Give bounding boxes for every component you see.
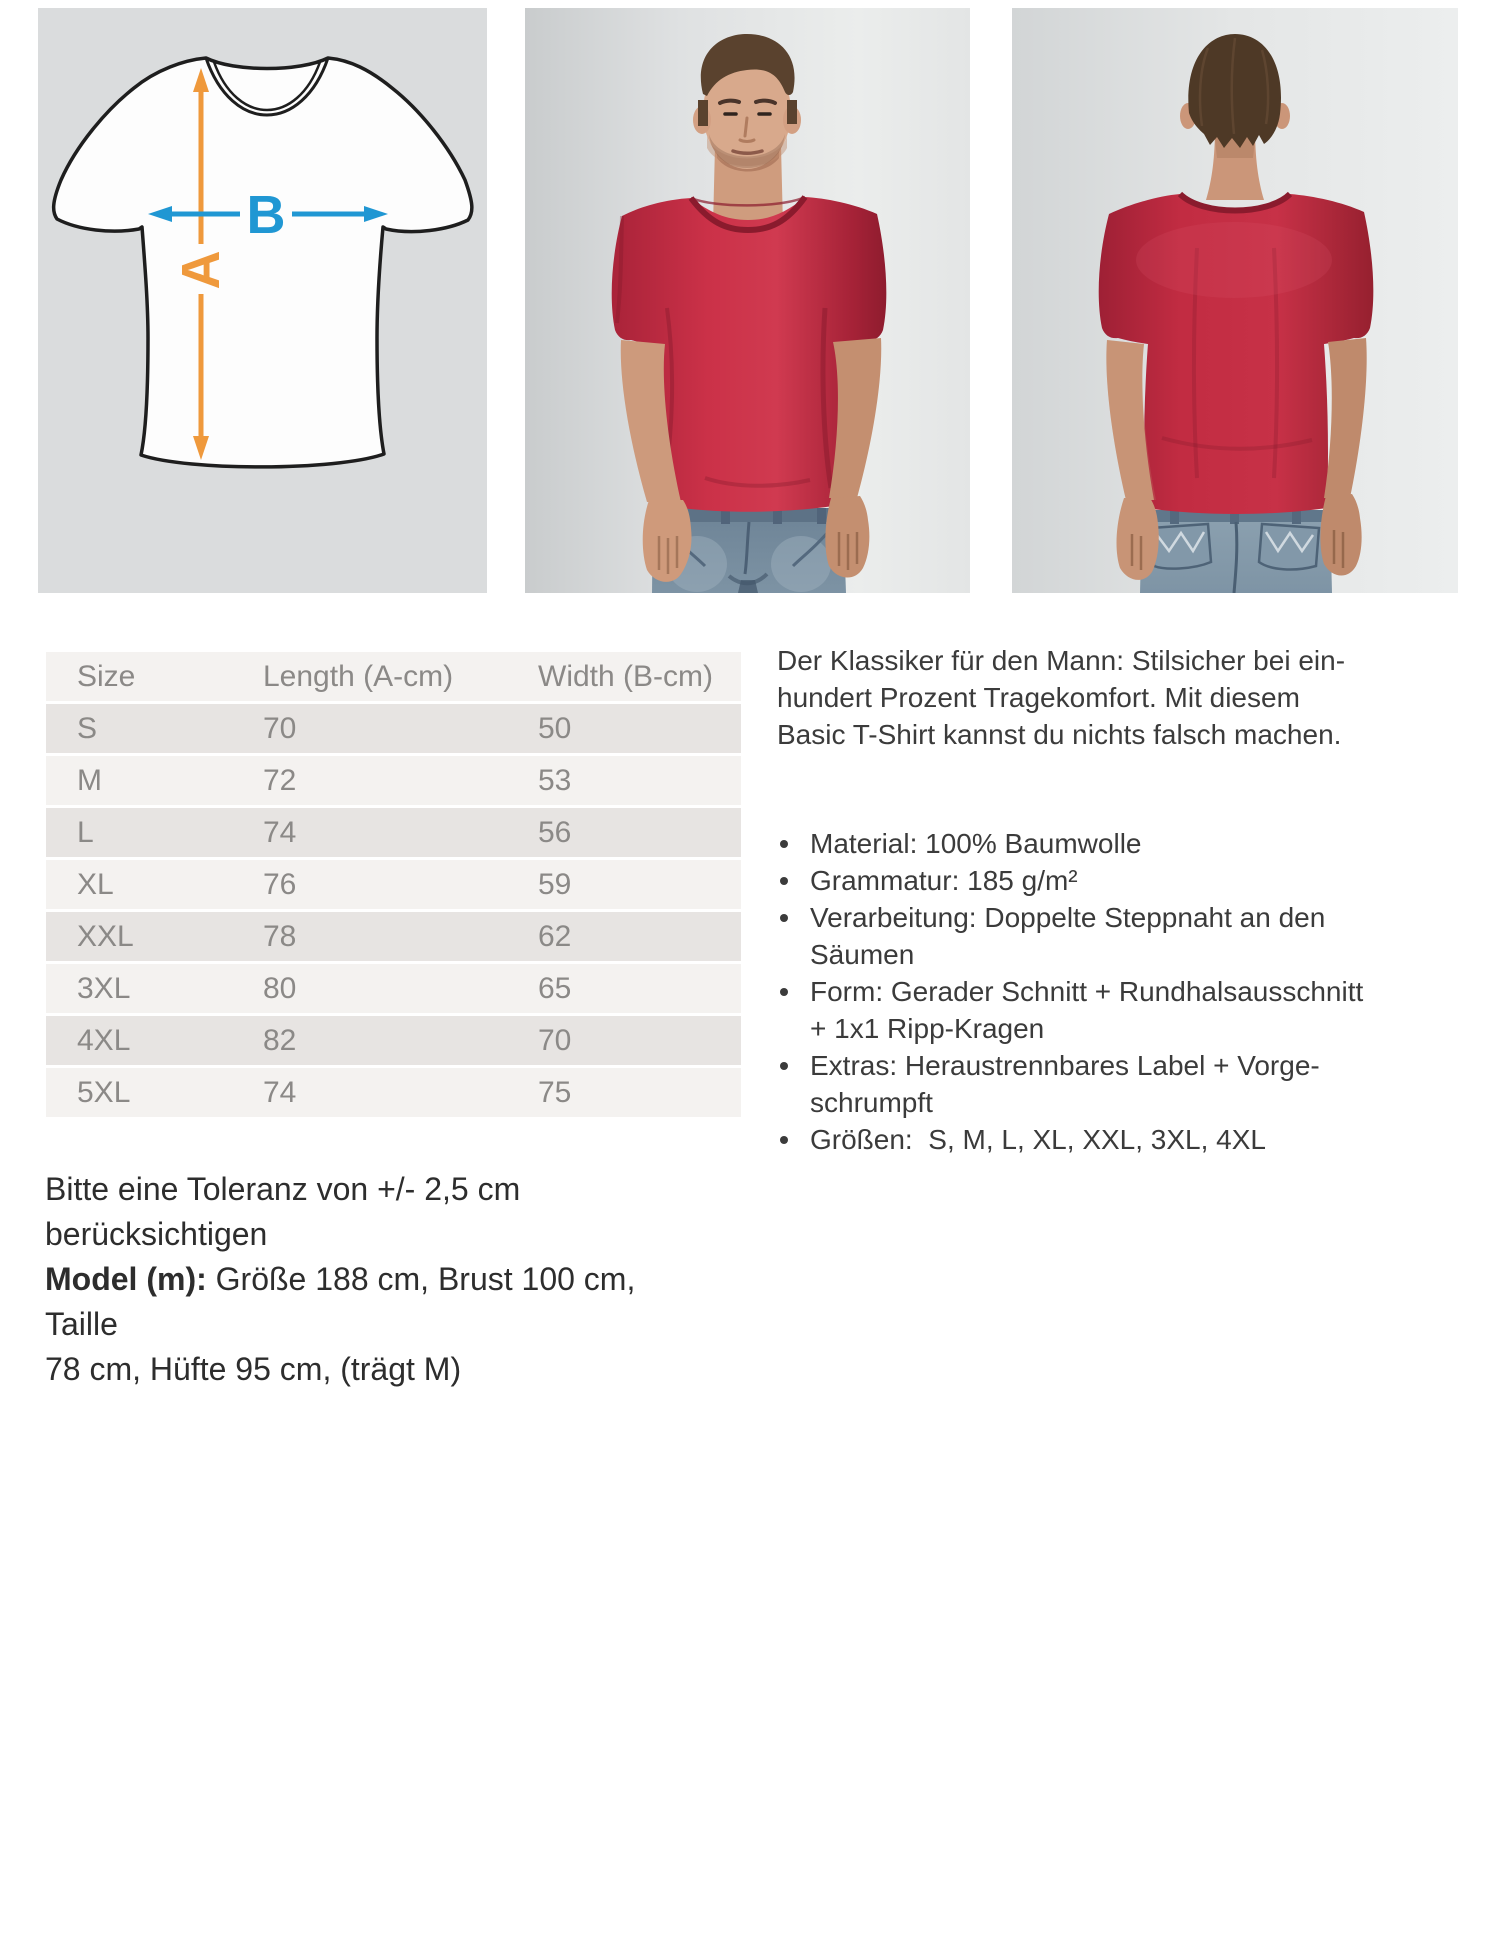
bullet-text: Extras: Heraustrennbares Label + Vorge- [810, 1050, 1320, 1081]
bullet-dot [780, 840, 788, 848]
list-item [777, 862, 1477, 899]
model-rest: Größe 188 cm, Brust 100 cm, Taille [45, 1261, 644, 1342]
cell-width: 53 [507, 756, 741, 805]
label-b: B [246, 185, 286, 245]
description-line: hundert Prozent Tragekomfort. Mit diesem [777, 682, 1300, 713]
bullet-text: Material: 100% Baumwolle [810, 828, 1142, 859]
header-width: Width (B-cm) [507, 652, 741, 701]
table-header-row [46, 652, 741, 701]
cell-length: 78 [232, 912, 507, 961]
cell-size: 4XL [46, 1016, 232, 1065]
header-length: Length (A-cm) [232, 652, 507, 701]
table-row [46, 964, 741, 1013]
cell-length: 82 [232, 1016, 507, 1065]
hand-left [1117, 498, 1159, 580]
hand-right [1320, 494, 1361, 576]
cell-size: 5XL [46, 1068, 232, 1117]
header-size: Size [46, 652, 232, 701]
cell-width: 50 [507, 704, 741, 753]
list-item [777, 973, 1477, 1047]
table-row [46, 1068, 741, 1117]
cell-length: 74 [232, 808, 507, 857]
table-row [46, 860, 741, 909]
table-row [46, 756, 741, 805]
model-line2: 78 cm, Hüfte 95 cm, (trägt M) [45, 1351, 462, 1387]
table-row [46, 912, 741, 961]
table-row [46, 808, 741, 857]
table-row [46, 1016, 741, 1065]
bullet-text: Größen: S, M, L, XL, XXL, 3XL, 4XL [810, 1124, 1266, 1155]
model-line [45, 1257, 685, 1347]
cell-length: 80 [232, 964, 507, 1013]
bullet-dot [780, 988, 788, 996]
cell-width: 75 [507, 1068, 741, 1117]
cell-width: 59 [507, 860, 741, 909]
label-a: A [171, 250, 231, 290]
size-diagram-image[interactable] [38, 8, 487, 593]
cell-length: 72 [232, 756, 507, 805]
size-table [46, 649, 741, 1120]
bullet-text: Grammatur: 185 g/m² [810, 865, 1078, 896]
description-line: Der Klassiker für den Mann: Stilsicher bei ein- [777, 645, 1346, 676]
tshirt-measure-diagram [38, 8, 487, 593]
cell-width: 56 [507, 808, 741, 857]
tolerance-line: Bitte eine Toleranz von +/- 2,5 cm berücksichtigen [45, 1171, 530, 1252]
table-row [46, 704, 741, 753]
cell-width: 62 [507, 912, 741, 961]
model-back-illustration [1012, 8, 1458, 593]
product-description [777, 642, 1472, 753]
tolerance-note [45, 1167, 685, 1392]
cell-length: 74 [232, 1068, 507, 1117]
bullet-text: schrumpft [810, 1087, 933, 1118]
cell-size: XL [46, 860, 232, 909]
cell-size: L [46, 808, 232, 857]
cell-length: 70 [232, 704, 507, 753]
cell-size: S [46, 704, 232, 753]
list-item [777, 1121, 1477, 1158]
model-back-photo[interactable] [1012, 8, 1458, 593]
cell-length: 76 [232, 860, 507, 909]
model-front-photo[interactable] [525, 8, 970, 593]
description-line: Basic T-Shirt kannst du nichts falsch machen. [777, 719, 1342, 750]
bullet-text: + 1x1 Ripp-Kragen [810, 1013, 1045, 1044]
bullet-text: Säumen [810, 939, 915, 970]
product-feature-list [777, 825, 1477, 1158]
bullet-dot [780, 914, 788, 922]
cell-size: 3XL [46, 964, 232, 1013]
list-item [777, 1047, 1477, 1121]
model-label: Model (m): [45, 1261, 207, 1297]
cell-width: 65 [507, 964, 741, 1013]
cell-size: XXL [46, 912, 232, 961]
jeans-back [1140, 510, 1332, 593]
hand-right [825, 496, 869, 578]
list-item [777, 825, 1477, 862]
bullet-dot [780, 1062, 788, 1070]
bullet-text: Form: Gerader Schnitt + Rundhalsausschnitt [810, 976, 1364, 1007]
model-front-illustration [525, 8, 970, 593]
cell-size: M [46, 756, 232, 805]
list-item [777, 899, 1477, 973]
cell-width: 70 [507, 1016, 741, 1065]
bullet-dot [780, 1136, 788, 1144]
bullet-dot [780, 877, 788, 885]
bullet-text: Verarbeitung: Doppelte Steppnaht an den [810, 902, 1326, 933]
